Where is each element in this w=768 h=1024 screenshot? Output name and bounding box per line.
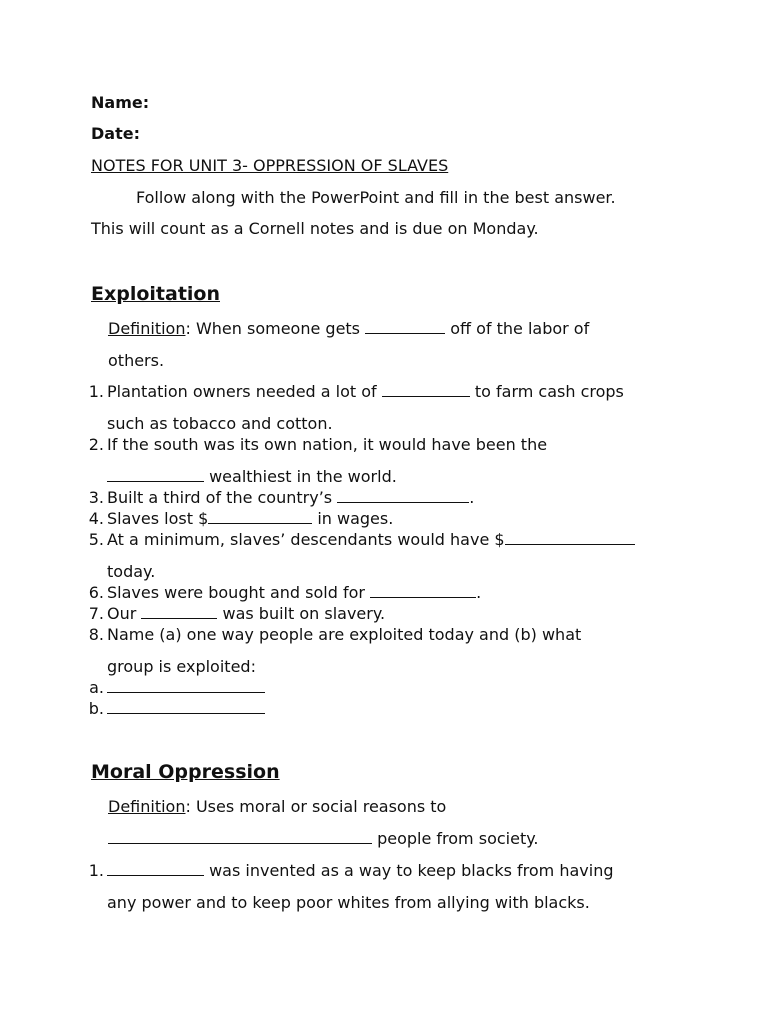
moral-definition-cont: people from society.: [108, 829, 538, 849]
answer-blank[interactable]: [382, 382, 470, 397]
answer-blank[interactable]: [208, 509, 312, 524]
answer-blank[interactable]: [107, 861, 204, 876]
answer-blank[interactable]: [370, 583, 476, 598]
moral-definition: Definition: Uses moral or social reasons to: [108, 797, 447, 816]
page-title: NOTES FOR UNIT 3- OPPRESSION OF SLAVES: [91, 156, 449, 175]
definition-label: Definition: [108, 797, 186, 816]
answer-blank[interactable]: [505, 530, 635, 545]
list-item-cont: such as tobacco and cotton.: [107, 414, 333, 433]
instructions-line-1: Follow along with the PowerPoint and fill in the best answer.: [136, 188, 616, 207]
moral-oppression-heading: Moral Oppression: [91, 761, 280, 783]
answer-blank[interactable]: [365, 319, 445, 334]
date-label: Date:: [91, 124, 140, 143]
worksheet-page: Name: Date: NOTES FOR UNIT 3- OPPRESSION OF SLAVES Follow along with the PowerPoint and fill in the best answer. This will count as a Cornell notes and is due on Monday. Exploitation Definition: When someone gets off of the labor of others. 1. Plantation owners needed a lot of to farm cash crops such as tobacco and cotton. 2. If the south was its own nation, it would have been the wealthiest in the world. 3. Built a third of the country’s . 4. Slaves lost $ in wages. 5. At a minimum, slaves’ descendants would have $ today. 6. Slaves were bought and sold for . 7. Our was built on slavery. 8. Name (a) one way people are exploited today and (b) what group is exploited: a. b. Moral Oppression Definition: Uses moral or social reasons to people from society. 1. was invented as a way to keep blacks from having any power and to keep poor whites from allying with blacks.: [0, 0, 768, 1024]
list-item-cont: wealthiest in the world.: [107, 467, 397, 487]
answer-blank[interactable]: [107, 467, 204, 482]
answer-blank[interactable]: [337, 488, 469, 503]
definition-label: Definition: [108, 319, 186, 338]
exploitation-definition-cont: others.: [108, 351, 165, 370]
answer-blank[interactable]: [107, 699, 265, 714]
exploitation-definition: Definition: When someone gets off of the labor of: [108, 319, 590, 338]
answer-blank[interactable]: [141, 604, 217, 619]
exploitation-heading: Exploitation: [91, 283, 220, 305]
instructions-line-2: This will count as a Cornell notes and is due on Monday.: [91, 219, 539, 238]
answer-blank[interactable]: [108, 829, 372, 844]
answer-blank[interactable]: [107, 678, 265, 693]
list-item-cont: any power and to keep poor whites from allying with blacks.: [107, 893, 590, 912]
list-item-cont: group is exploited:: [107, 657, 256, 676]
list-item-cont: today.: [107, 562, 156, 581]
name-label: Name:: [91, 93, 150, 112]
